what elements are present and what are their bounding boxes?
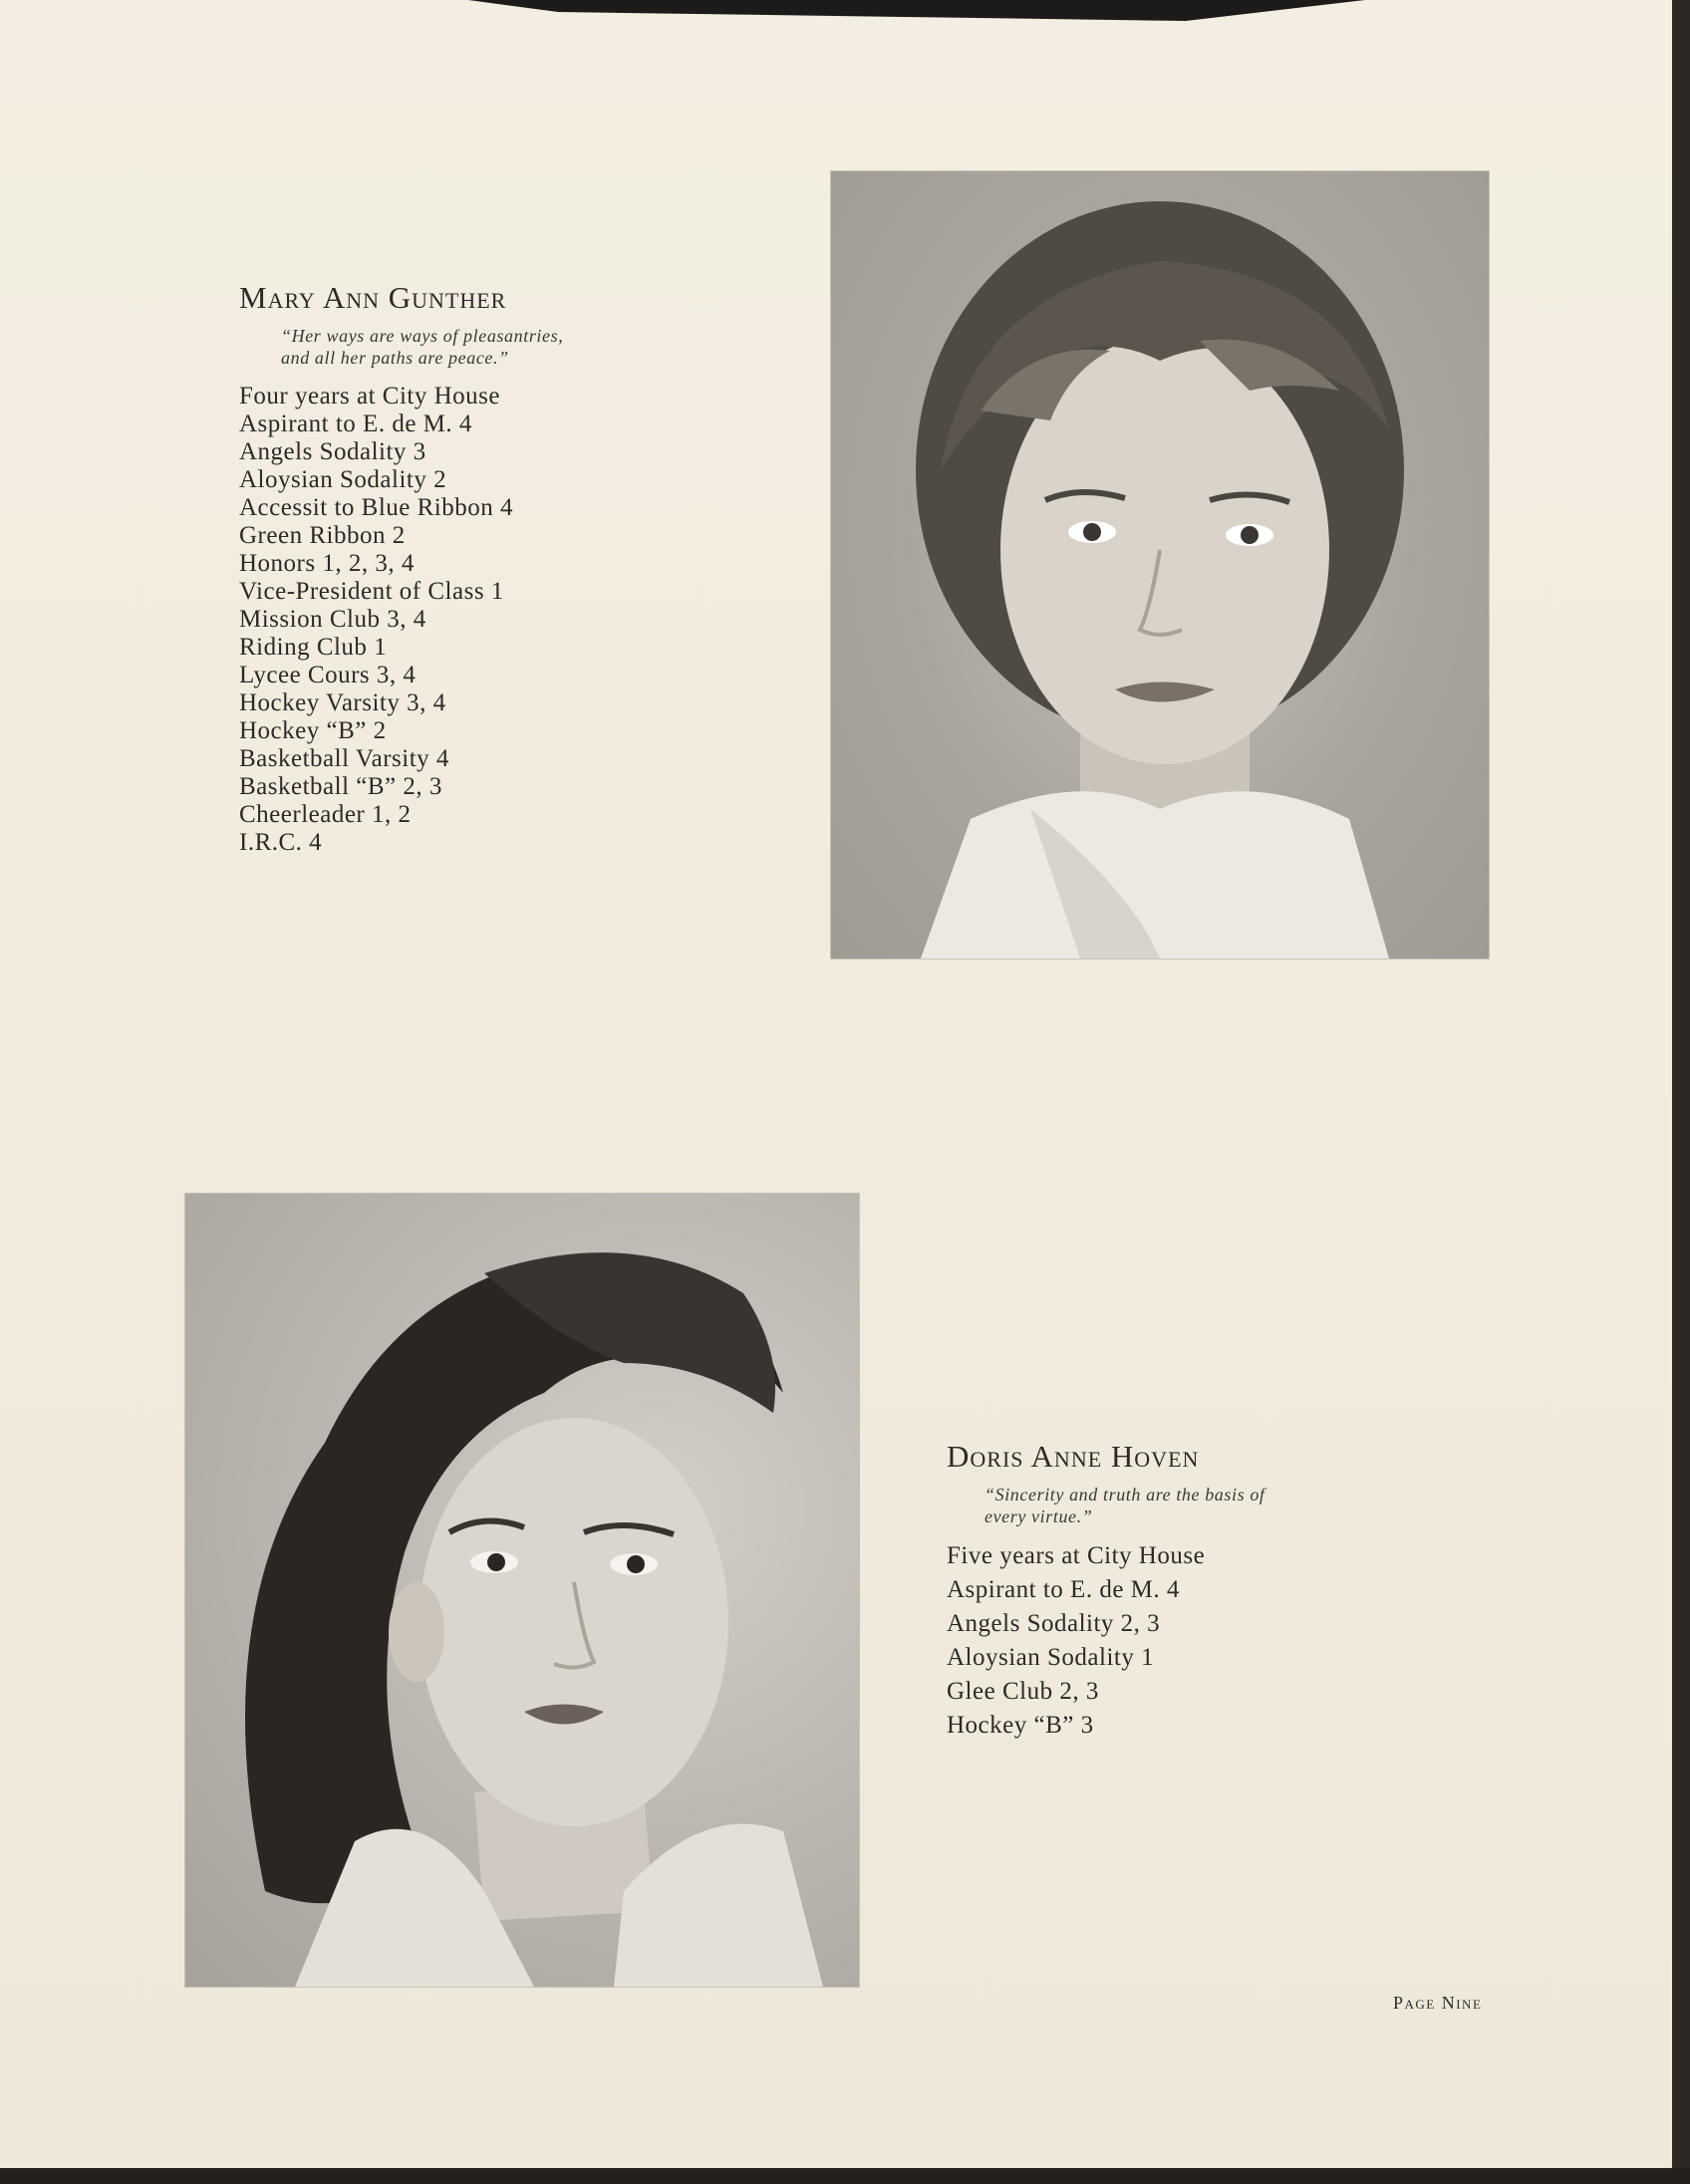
portrait-illustration bbox=[185, 1194, 859, 1987]
activity-item: Aspirant to E. de M. 4 bbox=[239, 410, 472, 438]
activity-item: Glee Club 2, 3 bbox=[947, 1678, 1099, 1706]
student-name: Mary Ann Gunther bbox=[239, 280, 507, 315]
activity-item: Hockey Varsity 3, 4 bbox=[239, 689, 446, 717]
portrait-photo-hoven bbox=[185, 1194, 859, 1987]
student-quote bbox=[985, 1484, 1425, 1527]
portrait-illustration bbox=[831, 171, 1489, 958]
page-bottom-edge bbox=[0, 2168, 1690, 2184]
activity-item: Cheerleader 1, 2 bbox=[239, 801, 412, 829]
activity-item: Aspirant to E. de M. 4 bbox=[947, 1576, 1180, 1604]
activity-item: Angels Sodality 2, 3 bbox=[947, 1610, 1161, 1638]
activity-item: Hockey “B” 3 bbox=[947, 1712, 1094, 1740]
activity-item: I.R.C. 4 bbox=[239, 829, 323, 857]
page-number: Page Nine bbox=[1393, 1993, 1483, 2013]
quote-line: “Sincerity and truth are the basis of bbox=[985, 1485, 1266, 1505]
activity-item: Accessit to Blue Ribbon 4 bbox=[239, 494, 513, 522]
activity-item: Vice-President of Class 1 bbox=[239, 578, 504, 606]
activity-item: Mission Club 3, 4 bbox=[239, 606, 426, 634]
activity-item: Honors 1, 2, 3, 4 bbox=[239, 550, 415, 578]
student-entry-hoven bbox=[947, 1440, 1425, 1743]
activities-list bbox=[239, 383, 717, 857]
page-top-shadow bbox=[468, 0, 1365, 30]
activity-item: Basketball “B” 2, 3 bbox=[239, 773, 442, 801]
quote-line: and all her paths are peace.” bbox=[281, 348, 509, 369]
activity-item: Hockey “B” 2 bbox=[239, 717, 387, 745]
portrait-photo-gunther bbox=[831, 171, 1489, 958]
activity-item: Aloysian Sodality 1 bbox=[947, 1644, 1155, 1672]
activity-item: Aloysian Sodality 2 bbox=[239, 466, 447, 494]
student-quote bbox=[281, 325, 717, 369]
activity-item: Riding Club 1 bbox=[239, 634, 388, 662]
activity-item: Angels Sodality 3 bbox=[239, 438, 426, 466]
activity-item: Basketball Varsity 4 bbox=[239, 745, 449, 773]
activity-item: Five years at City House bbox=[947, 1542, 1206, 1570]
activities-list bbox=[947, 1539, 1425, 1743]
quote-line: “Her ways are ways of pleasantries, bbox=[281, 326, 564, 347]
activity-item: Green Ribbon 2 bbox=[239, 522, 406, 550]
quote-line: every virtue.” bbox=[985, 1506, 1093, 1527]
activity-item: Four years at City House bbox=[239, 383, 500, 410]
page-right-edge bbox=[1672, 0, 1690, 2184]
activity-item: Lycee Cours 3, 4 bbox=[239, 662, 417, 689]
student-entry-gunther bbox=[239, 281, 717, 857]
student-name: Doris Anne Hoven bbox=[947, 1439, 1200, 1474]
